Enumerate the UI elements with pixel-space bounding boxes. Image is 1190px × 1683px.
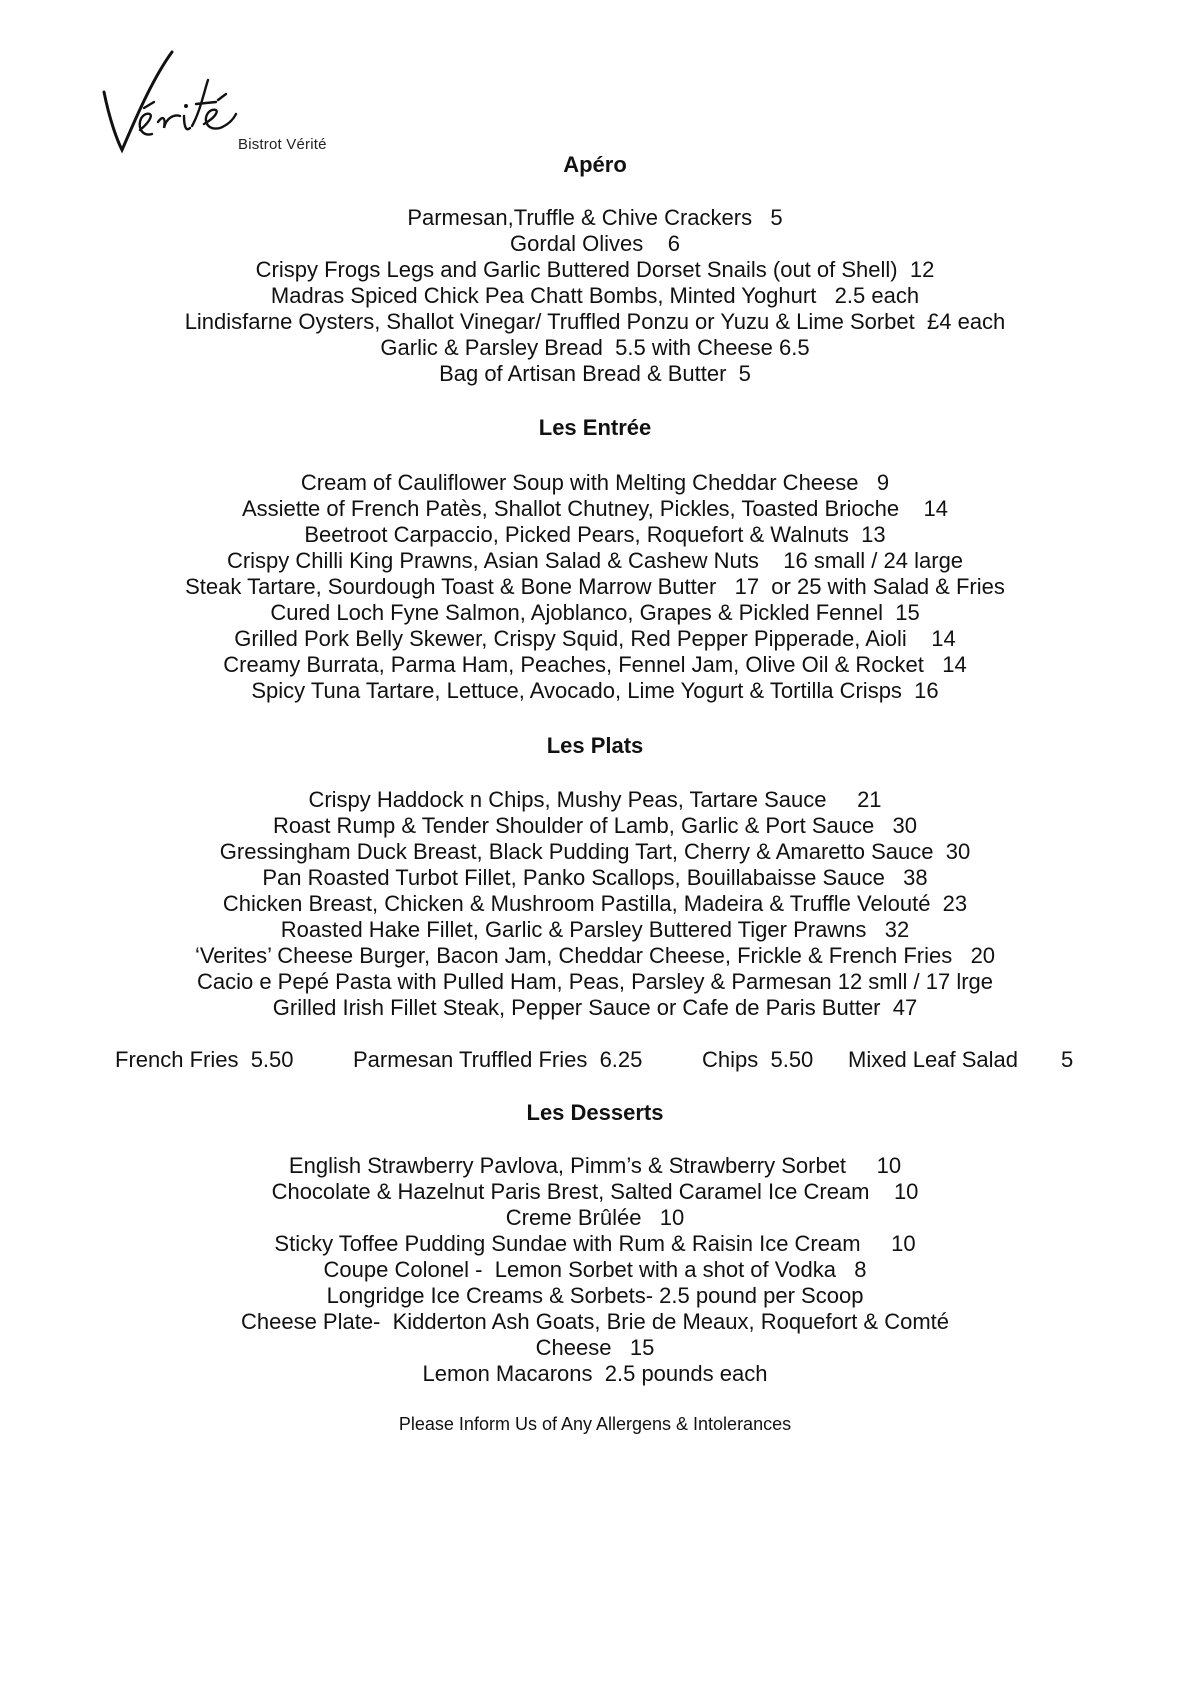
menu-item: ‘Verites’ Cheese Burger, Bacon Jam, Cheddar Cheese, Frickle & French Fries 20 [194,943,996,968]
menu-item: Garlic & Parsley Bread 5.5 with Cheese 6.5 [380,335,810,360]
section-title-plats: Les Plats [546,733,644,758]
section-title-apero: Apéro [563,152,627,177]
menu-item: Steak Tartare, Sourdough Toast & Bone Marrow Butter 17 or 25 with Salad & Fries [185,574,1005,599]
menu-item: Crispy Haddock n Chips, Mushy Peas, Tartare Sauce 21 [308,787,882,812]
menu-item: Gressingham Duck Breast, Black Pudding Tart, Cherry & Amaretto Sauce 30 [219,839,971,864]
menu-item: Lindisfarne Oysters, Shallot Vinegar/ Truffled Ponzu or Yuzu & Lime Sorbet £4 each [184,309,1006,334]
menu-item: Grilled Pork Belly Skewer, Crispy Squid, Red Pepper Pipperade, Aioli 14 [234,626,956,651]
menu-item: Madras Spiced Chick Pea Chatt Bombs, Minted Yoghurt 2.5 each [270,283,920,308]
menu-item: English Strawberry Pavlova, Pimm’s & Strawberry Sorbet 10 [288,1153,902,1178]
menu-item: Cream of Cauliflower Soup with Melting Cheddar Cheese 9 [300,470,890,495]
menu-item: Roasted Hake Fillet, Garlic & Parsley Buttered Tiger Prawns 32 [280,917,910,942]
menu-item: Pan Roasted Turbot Fillet, Panko Scallops, Bouillabaisse Sauce 38 [262,865,928,890]
section-title-entree: Les Entrée [538,415,652,440]
menu-item: Cheese 15 [535,1335,655,1360]
side-item-price: 5 [1061,1047,1074,1072]
allergen-notice: Please Inform Us of Any Allergens & Intolerances [398,1414,792,1434]
side-item: Mixed Leaf Salad [848,1047,1018,1072]
side-item: Parmesan Truffled Fries 6.25 [353,1047,643,1072]
menu-item: Roast Rump & Tender Shoulder of Lamb, Garlic & Port Sauce 30 [272,813,918,838]
menu-item: Chicken Breast, Chicken & Mushroom Pastilla, Madeira & Truffle Velouté 23 [222,891,968,916]
menu-item: Longridge Ice Creams & Sorbets- 2.5 pound per Scoop [326,1283,864,1308]
menu-item: Crispy Frogs Legs and Garlic Buttered Dorset Snails (out of Shell) 12 [255,257,935,282]
menu-item: Grilled Irish Fillet Steak, Pepper Sauce or Cafe de Paris Butter 47 [272,995,918,1020]
menu-item: Parmesan,Truffle & Chive Crackers 5 [407,205,783,230]
menu-item: Gordal Olives 6 [510,231,680,256]
menu-item: Assiette of French Patès, Shallot Chutney, Pickles, Toasted Brioche 14 [242,496,948,521]
menu-item: Chocolate & Hazelnut Paris Brest, Salted Caramel Ice Cream 10 [271,1179,919,1204]
section-title-desserts: Les Desserts [526,1100,664,1125]
menu-item: Coupe Colonel - Lemon Sorbet with a shot of Vodka 8 [323,1257,867,1282]
brand-logo [100,42,360,162]
menu-item: Sticky Toffee Pudding Sundae with Rum & Raisin Ice Cream 10 [274,1231,916,1256]
menu-item: Spicy Tuna Tartare, Lettuce, Avocado, Lime Yogurt & Tortilla Crisps 16 [251,678,939,703]
menu-item: Cured Loch Fyne Salmon, Ajoblanco, Grapes & Pickled Fennel 15 [270,600,920,625]
menu-item: Beetroot Carpaccio, Picked Pears, Roquefort & Walnuts 13 [304,522,886,547]
menu-item: Lemon Macarons 2.5 pounds each [422,1361,768,1386]
menu-item: Cheese Plate- Kidderton Ash Goats, Brie de Meaux, Roquefort & Comté [240,1309,950,1334]
menu-item: Bag of Artisan Bread & Butter 5 [439,361,751,386]
brand-name: Bistrot Vérité [238,136,327,153]
side-item: French Fries 5.50 [115,1047,294,1072]
menu-item: Cacio e Pepé Pasta with Pulled Ham, Peas, Parsley & Parmesan 12 smll / 17 lrge [196,969,994,994]
menu-item: Creamy Burrata, Parma Ham, Peaches, Fennel Jam, Olive Oil & Rocket 14 [223,652,967,677]
side-item: Chips 5.50 [702,1047,814,1072]
menu-item: Crispy Chilli King Prawns, Asian Salad & Cashew Nuts 16 small / 24 large [226,548,964,573]
menu-item: Creme Brûlée 10 [505,1205,685,1230]
